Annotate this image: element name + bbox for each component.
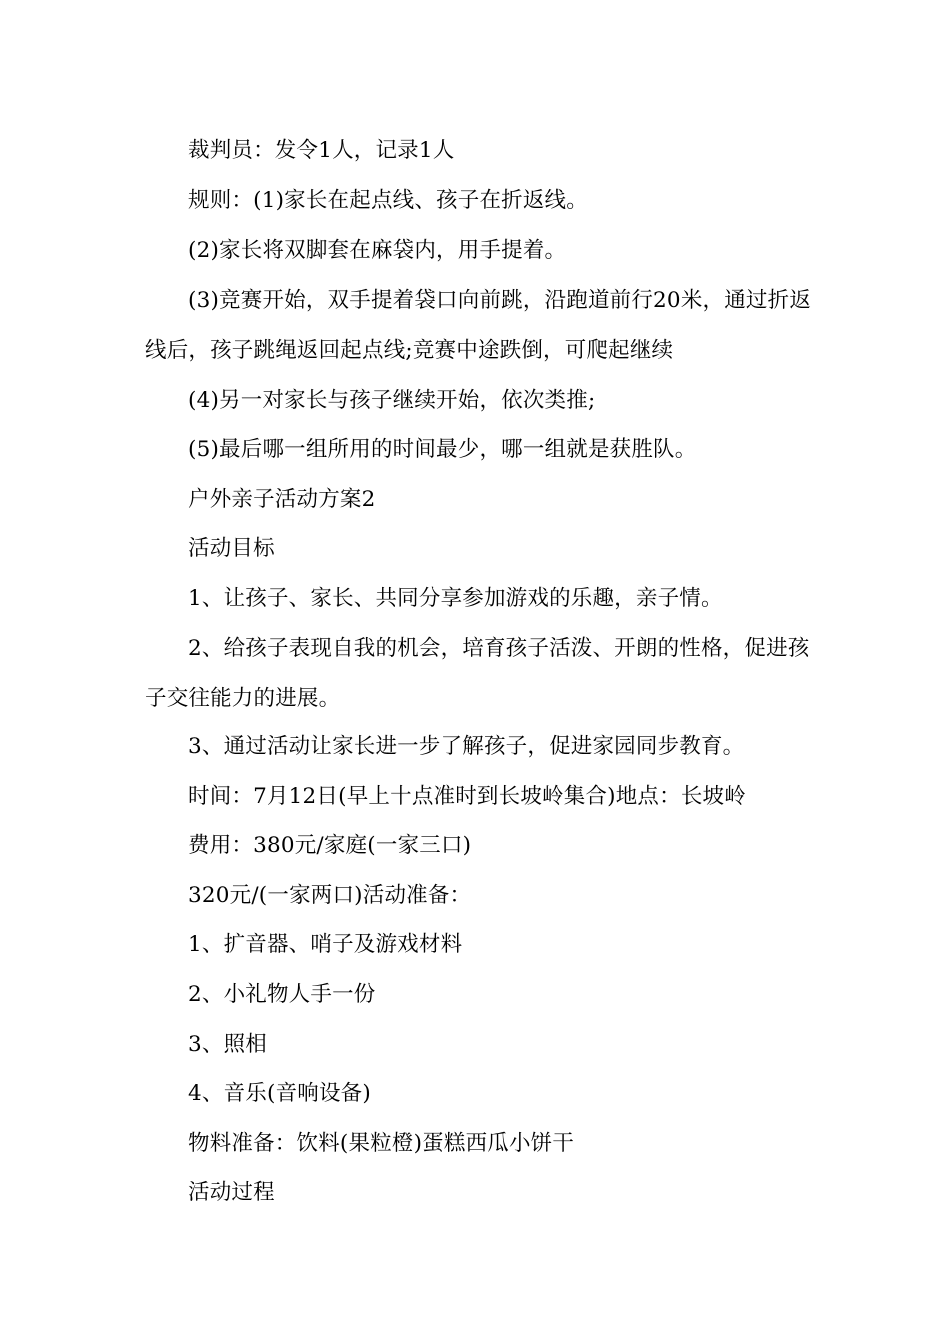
paragraph-rule-5: (5)最后哪一组所用的时间最少，哪一组就是获胜队。: [188, 437, 697, 462]
section-heading-plan-2: 户外亲子活动方案2: [188, 487, 376, 512]
paragraph-rule-3: (3)竞赛开始，双手提着袋口向前跳，沿跑道前行20米，通过折返线后，孩子跳绳返回起点线;竞赛中途跌倒，可爬起继续: [145, 288, 812, 363]
paragraph-prep-2: 2、小礼物人手一份: [188, 982, 376, 1007]
paragraph-cost-preparation: 320元/(一家两口)活动准备：: [188, 883, 472, 908]
paragraph-prep-4: 4、音乐(音响设备): [188, 1081, 371, 1106]
paragraph-referee: 裁判员：发令1人，记录1人: [188, 138, 455, 163]
paragraph-goal-2: 2、给孩子表现自我的机会，培育孩子活泼、开朗的性格，促进孩子交往能力的进展。: [145, 636, 810, 711]
paragraph-rule-4: (4)另一对家长与孩子继续开始，依次类推;: [188, 388, 596, 413]
paragraph-prep-3: 3、照相: [188, 1032, 267, 1057]
paragraph-goal-3: 3、通过活动让家长进一步了解孩子，促进家园同步教育。: [188, 734, 745, 759]
paragraph-materials: 物料准备：饮料(果粒橙)蛋糕西瓜小饼干: [188, 1131, 575, 1156]
paragraph-goal-1: 1、让孩子、家长、共同分享参加游戏的乐趣，亲子情。: [188, 586, 723, 611]
paragraph-time-location: 时间：7月12日(早上十点准时到长坡岭集合)地点：长坡岭: [188, 784, 746, 809]
paragraph-rule-1: 规则：(1)家长在起点线、孩子在折返线。: [188, 188, 588, 213]
heading-activity-goals: 活动目标: [188, 536, 275, 561]
paragraph-prep-1: 1、扩音器、哨子及游戏材料: [188, 932, 463, 957]
paragraph-cost: 费用：380元/家庭(一家三口): [188, 833, 472, 858]
heading-activity-process: 活动过程: [188, 1180, 275, 1205]
paragraph-rule-2: (2)家长将双脚套在麻袋内，用手提着。: [188, 238, 567, 263]
